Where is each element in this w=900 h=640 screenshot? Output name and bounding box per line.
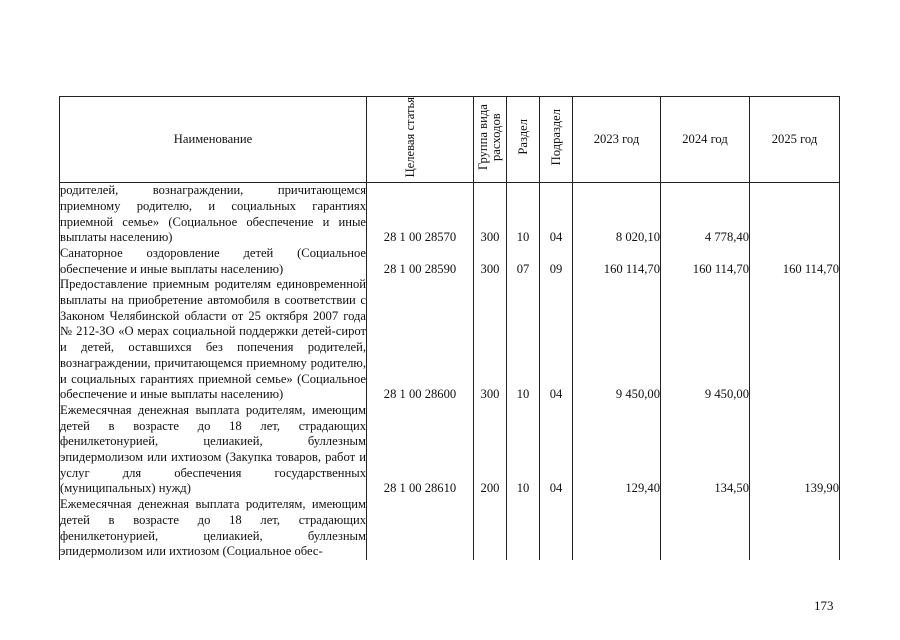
row-2025 [750,277,840,403]
row-name: Ежемесячная денежная выплата родителям, имеющим детей в возрасте до 18 лет, страдающих фенилкетонурией, целиакией, буллезным эпидермолизом или ихтиозом (Социальное обес- [60,497,366,559]
header-subsection: Подраздел [540,97,573,183]
row-expense-group: 300 [474,277,507,403]
table-row [60,246,840,277]
row-2025 [750,497,840,560]
row-section [507,497,540,560]
row-name: Предоставление приемным родителям единовременной выплаты на приобретение автомобиля в соответствии с Законом Челябинской области от 25 октября 2007 года № 212-ЗО «О мерах социальной поддержки детей-сирот и детей, оставшихся без попечения родителей, вознаграждении, причитающемся приемному родителю, и социальных гарантиях приемной семье» (Социальное обеспечение и иные выплаты населению) [60,277,366,402]
row-target-article: 28 1 00 28600 [367,277,474,403]
header-target-article: Целевая статья [367,97,474,183]
header-2023: 2023 год [573,97,661,183]
row-subsection: 04 [540,277,573,403]
row-2023 [573,497,661,560]
row-expense-group [474,497,507,560]
row-2024: 4 778,40 [661,183,750,246]
row-section: 07 [507,246,540,277]
table-row [60,277,840,403]
row-2025: 160 114,70 [750,246,840,277]
row-2025 [750,183,840,246]
row-section: 10 [507,403,540,497]
row-2024: 160 114,70 [661,246,750,277]
header-row [60,97,840,183]
row-2023: 129,40 [573,403,661,497]
row-expense-group: 200 [474,403,507,497]
row-target-article: 28 1 00 28590 [367,246,474,277]
row-2023: 8 020,10 [573,183,661,246]
row-target-article: 28 1 00 28570 [367,183,474,246]
row-target-article [367,497,474,560]
row-2024: 134,50 [661,403,750,497]
row-name: Санаторное оздоровление детей (Социальное обеспечение и иные выплаты населению) [60,245,366,276]
header-2024: 2024 год [661,97,750,183]
table-row [60,403,840,497]
row-name: родителей, вознаграждении, причитающемся приемному родителю, и социальных гарантиях приемной семье» (Социальное обеспечение и иные выплаты населению) [60,183,366,245]
row-subsection: 04 [540,403,573,497]
table-row [60,183,840,246]
row-2024: 9 450,00 [661,277,750,403]
row-subsection [540,497,573,560]
row-expense-group: 300 [474,246,507,277]
header-section: Раздел [507,97,540,183]
page-number: 173 [814,598,834,613]
row-2023: 9 450,00 [573,277,661,403]
row-subsection: 04 [540,183,573,246]
row-name: Ежемесячная денежная выплата родителям, имеющим детей в возрасте до 18 лет, страдающих фенилкетонурией, целиакией, буллезным эпидермолизом или ихтиозом (Закупка товаров, работ и услуг для обеспечения государственных (муниципальных) нужд) [60,402,366,496]
row-section: 10 [507,277,540,403]
header-expense-group: Группа вида расходов [474,97,507,183]
header-2025: 2025 год [750,97,840,183]
row-2024 [661,497,750,560]
row-2023: 160 114,70 [573,246,661,277]
row-section: 10 [507,183,540,246]
row-target-article: 28 1 00 28610 [367,403,474,497]
table-row [60,497,840,560]
row-subsection: 09 [540,246,573,277]
header-name: Наименование [60,97,367,183]
budget-table [59,96,840,560]
row-expense-group: 300 [474,183,507,246]
row-2025: 139,90 [750,403,840,497]
